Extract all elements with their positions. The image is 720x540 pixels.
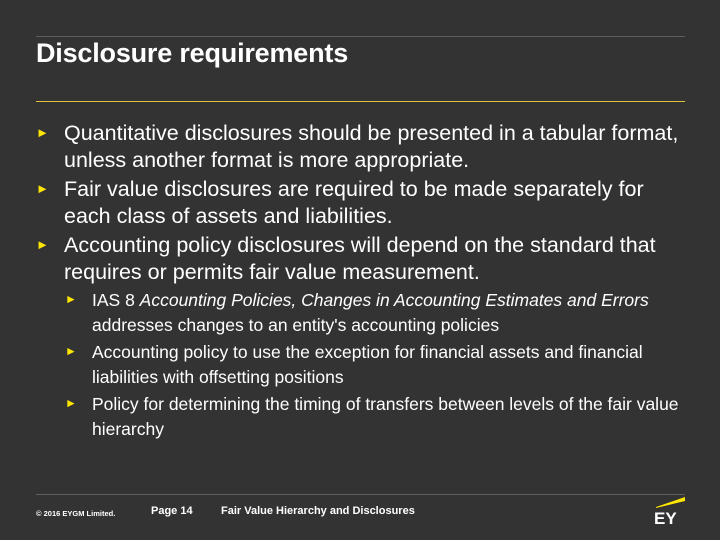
arrow-bullet-icon: ► xyxy=(65,344,77,358)
arrow-bullet-icon: ► xyxy=(65,292,77,306)
arrow-bullet-icon: ► xyxy=(36,237,49,252)
title-underline xyxy=(36,101,685,102)
ey-logo xyxy=(654,494,686,530)
bullet-list xyxy=(36,120,686,444)
logo-text: EY xyxy=(654,509,677,528)
slide-title: Disclosure requirements xyxy=(36,38,349,68)
sub-bullet-prefix: IAS 8 xyxy=(92,290,140,310)
sub-bullet-text: Policy for determining the timing of transfers between levels of the fair value hierarchy xyxy=(92,394,679,439)
standard-title: Accounting Policies, Changes in Accounting Estimates and Errors xyxy=(139,290,649,310)
bullet-item xyxy=(36,232,686,286)
copyright-text: © 2016 EYGM Limited. xyxy=(36,509,116,518)
arrow-bullet-icon: ► xyxy=(65,396,77,410)
top-divider xyxy=(36,36,685,37)
sub-bullet-item xyxy=(36,340,686,390)
footer-divider xyxy=(36,494,685,495)
arrow-bullet-icon: ► xyxy=(36,181,49,196)
sub-bullet-item xyxy=(36,392,686,442)
footer-topic: Fair Value Hierarchy and Disclosures xyxy=(221,505,415,517)
arrow-bullet-icon: ► xyxy=(36,125,49,140)
page-number: Page 14 xyxy=(151,505,193,517)
logo-beam-icon xyxy=(654,494,686,508)
bullet-text: Quantitative disclosures should be presented in a tabular format, unless another format is more appropriate. xyxy=(64,121,679,172)
sub-bullet-suffix: addresses changes to an entity's accounting policies xyxy=(92,315,500,335)
sub-bullet-text: Accounting policy to use the exception for financial assets and financial liabilities with offsetting positions xyxy=(92,342,643,387)
bullet-item xyxy=(36,120,686,174)
sub-bullet-item xyxy=(36,288,686,338)
bullet-text: Fair value disclosures are required to be made separately for each class of assets and liabilities. xyxy=(64,177,644,228)
bullet-item xyxy=(36,176,686,230)
bullet-text: Accounting policy disclosures will depend on the standard that requires or permits fair value measurement. xyxy=(64,233,656,284)
